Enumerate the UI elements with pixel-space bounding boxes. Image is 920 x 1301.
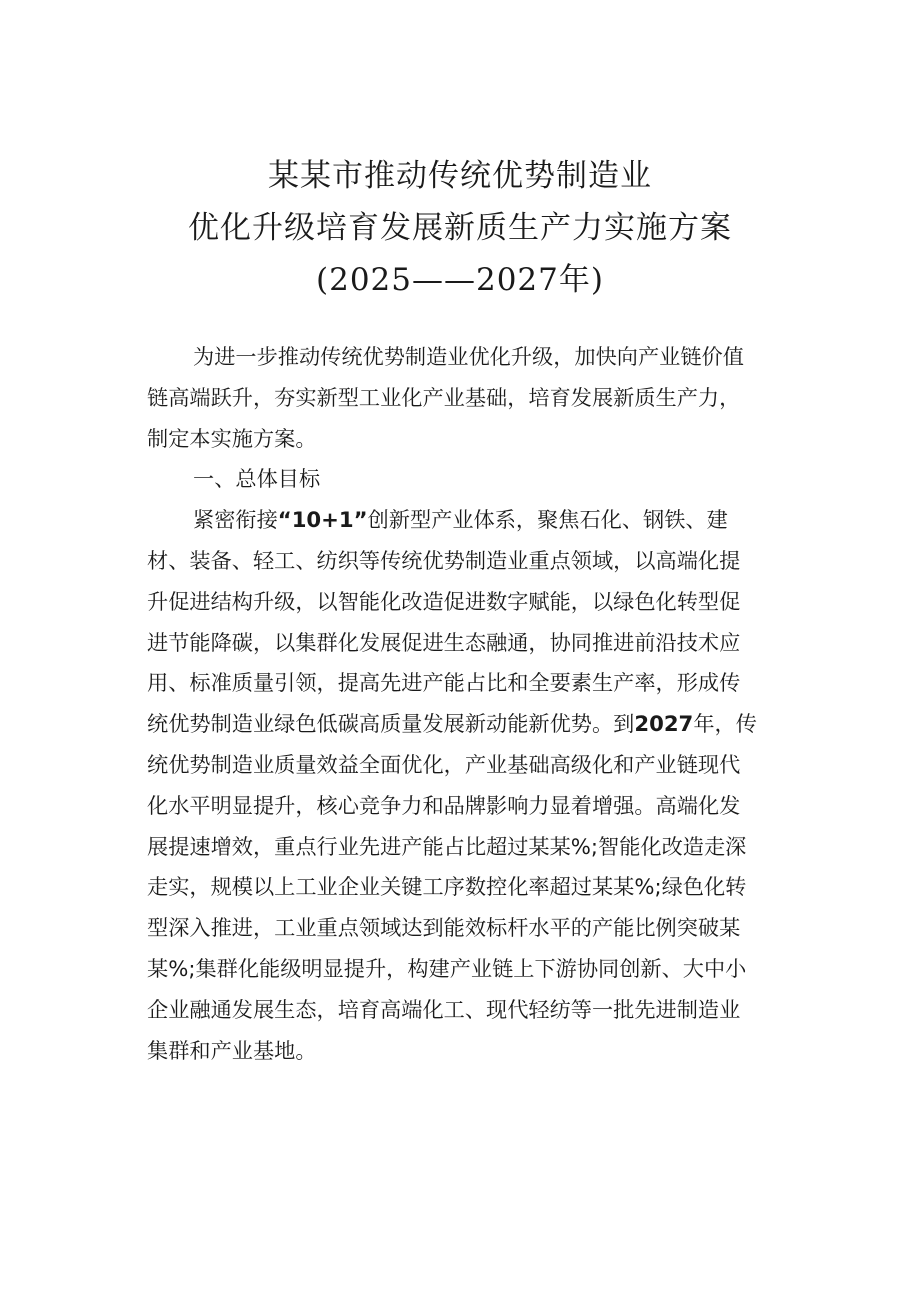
title-line-3: (2025——2027年) <box>316 262 604 298</box>
document-title <box>120 150 800 306</box>
section-heading: 一、总体目标 <box>193 466 321 492</box>
title-line-1: 某某市推动传统优势制造业 <box>268 158 652 194</box>
intro-line: 制定本实施方案。 <box>147 425 317 451</box>
paragraph-line: 走实，规模以上工业企业关键工序数控化率超过某某%;绿色化转 <box>147 874 747 900</box>
paragraph-line <box>147 500 802 541</box>
paragraph-text: 年，传 <box>693 711 757 737</box>
intro-line: 为进一步推动传统优势制造业优化升级，加快向产业链价值 <box>193 344 744 369</box>
paragraph-line: 集群和产业基地。 <box>147 1037 317 1063</box>
title-line-2: 优化升级培育发展新质生产力实施方案 <box>188 210 732 246</box>
paragraph-line: 材、装备、轻工、纺织等传统优势制造业重点领域，以高端化提 <box>147 547 741 573</box>
paragraph-text: 创新型产业体系，聚焦石化、钢铁、建 <box>367 507 728 533</box>
paragraph-line <box>147 704 802 745</box>
paragraph-text: 统优势制造业绿色低碳高质量发展新动能新优势。到 <box>147 711 635 737</box>
target-year: 2027 <box>634 711 694 737</box>
document-body <box>147 337 802 1071</box>
system-highlight: “10+1” <box>277 507 368 533</box>
paragraph-line: 统优势制造业质量效益全面优化，产业基础高级化和产业链现代 <box>147 751 741 777</box>
paragraph-line: 升促进结构升级，以智能化改造促进数字赋能，以绿色化转型促 <box>147 588 741 614</box>
paragraph-line: 某%;集群化能级明显提升，构建产业链上下游协同创新、大中小 <box>147 955 747 981</box>
paragraph-line: 展提速增效，重点行业先进产能占比超过某某%;智能化改造走深 <box>147 833 747 859</box>
paragraph-text: 紧密衔接 <box>193 507 278 533</box>
paragraph-line: 进节能降碳，以集群化发展促进生态融通，协同推进前沿技术应 <box>147 629 741 655</box>
paragraph-line: 用、标准质量引领，提高先进产能占比和全要素生产率，形成传 <box>147 670 741 696</box>
paragraph-line: 型深入推进，工业重点领域达到能效标杆水平的产能比例突破某 <box>147 915 741 941</box>
paragraph-line: 企业融通发展生态，培育高端化工、现代轻纺等一批先进制造业 <box>147 996 741 1022</box>
paragraph-line: 化水平明显提升，核心竞争力和品牌影响力显着增强。高端化发 <box>147 792 741 818</box>
intro-line: 链高端跃升，夯实新型工业化产业基础，培育发展新质生产力， <box>147 384 741 410</box>
